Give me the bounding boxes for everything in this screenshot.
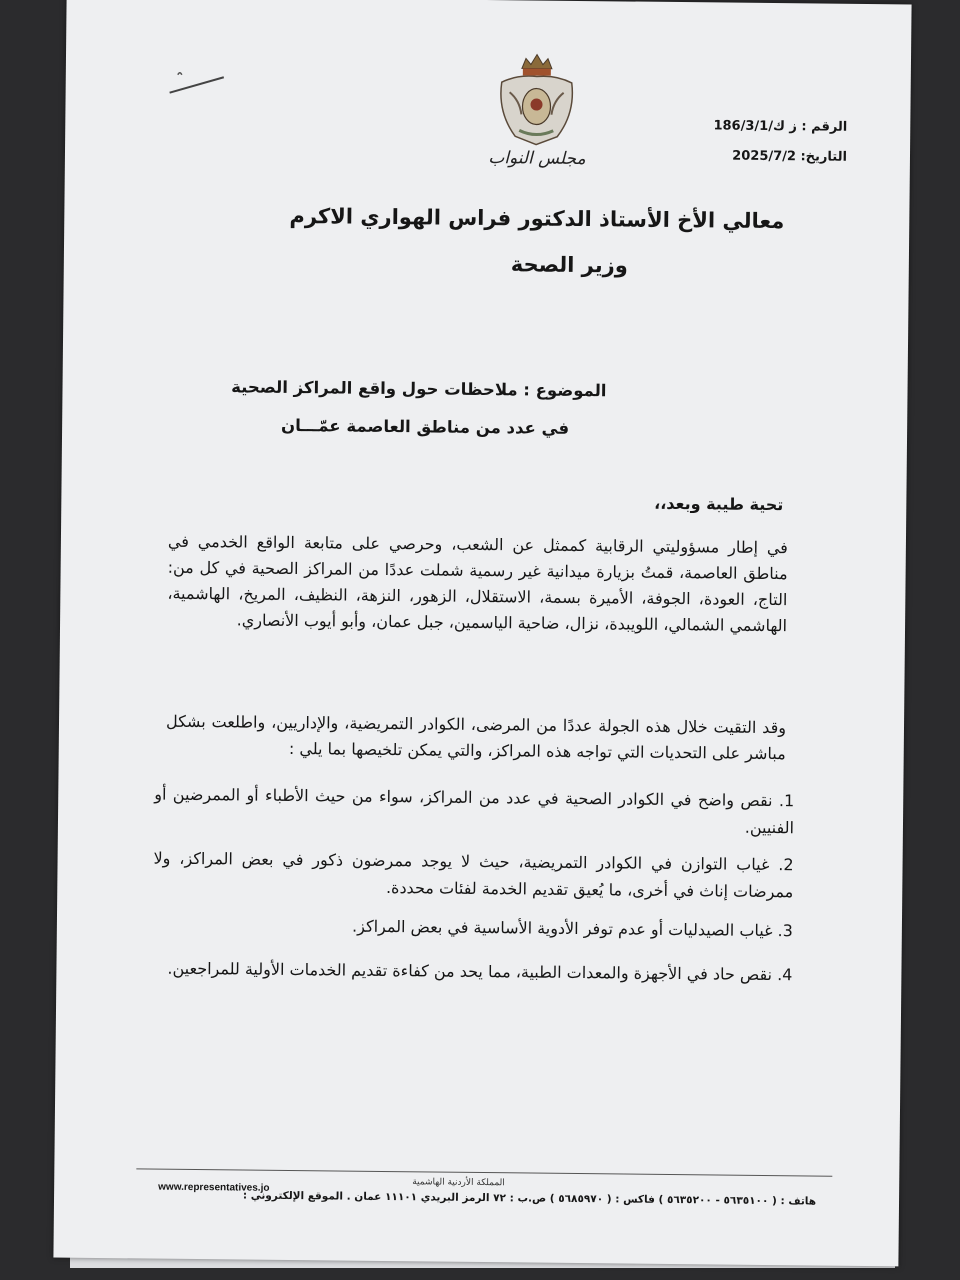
intro-paragraph: في إطار مسؤوليتي الرقابية كممثل عن الشعب، وحرصي على متابعة الواقع الخدمي في مناطق العاصمة، قمتُ بزيارة ميدانية غير رسمية شملت عددًا من المراكز الصحية في كل من: التاج، العودة، الجوفة، الأميرة بسمة، الاستقلال، الزهور، النزهة، النظيف، المريخ، الهاشمية، الهاشمي الشمالي، اللويبدة، نزال، ضاحية الياسمين، جبل عمان، وأبو أيوب الأنصاري. <box>167 531 788 636</box>
coat-of-arms-icon <box>495 52 578 149</box>
footer-divider <box>136 1168 832 1176</box>
list-item: 4. نقص حاد في الأجهزة والمعدات الطبية، مما يحد من كفاءة تقديم الخدمات الأولية للمراجعين. <box>167 958 793 985</box>
second-paragraph: وقد التقيت خلال هذه الجولة عددًا من المرضى، الكوادر التمريضية، والإداريين، واطلعت بشكل مباشر على التحديات التي تواجه هذه المراكز، والتي يمكن تلخيصها بما يلي : <box>165 711 787 764</box>
letter-date: التاريخ: 2025/7/2 <box>732 148 848 165</box>
letter-page <box>53 0 911 1266</box>
footer-contact: هاتف : ( ٥٦٣٥١٠٠ - ٥٦٣٥٢٠٠ ) فاكس : ( ٥٦٨٥٩٧٠ ) ص.ب : ٧٢ الرمز البريدي ١١١٠١ عمان . الموقع الإلكتروني : <box>242 1189 817 1208</box>
addressee-name: معالي الأخ الأستاذ الدكتور فراس الهواري الاكرم <box>289 203 785 234</box>
pen-mark-icon <box>168 69 228 98</box>
footer-organization: المملكة الأردنية الهاشمية <box>412 1177 505 1189</box>
list-item: 2. غياب التوازن في الكوادر التمريضية، حيث لا يوجد ممرضون ذكور في بعض المراكز، ولا ممرضات إناث في أخرى، ما يُعيق تقديم الخدمة لفئات محددة. <box>153 848 794 902</box>
list-item: 3. غياب الصيدليات أو عدم توفر الأدوية الأساسية في بعض المراكز. <box>352 916 793 941</box>
subject-line-2: في عدد من مناطق العاصمة عمّـــان <box>281 415 570 438</box>
reference-number: الرقم : ز ك/186/3/1 <box>713 118 848 135</box>
greeting: تحية طيبة وبعد،، <box>654 493 784 515</box>
letter-content <box>93 0 906 1264</box>
list-item: 1. نقص واضح في الكوادر الصحية في عدد من المراكز، سواء من حيث الأطباء أو الممرضين أو الفنيين. <box>154 784 795 838</box>
addressee-title: وزير الصحة <box>510 252 628 278</box>
subject-line-1: الموضوع : ملاحظات حول واقع المراكز الصحية <box>231 377 607 401</box>
footer-website: www.representatives.jo <box>158 1181 270 1194</box>
signature-text: مجلس النواب <box>488 148 586 170</box>
